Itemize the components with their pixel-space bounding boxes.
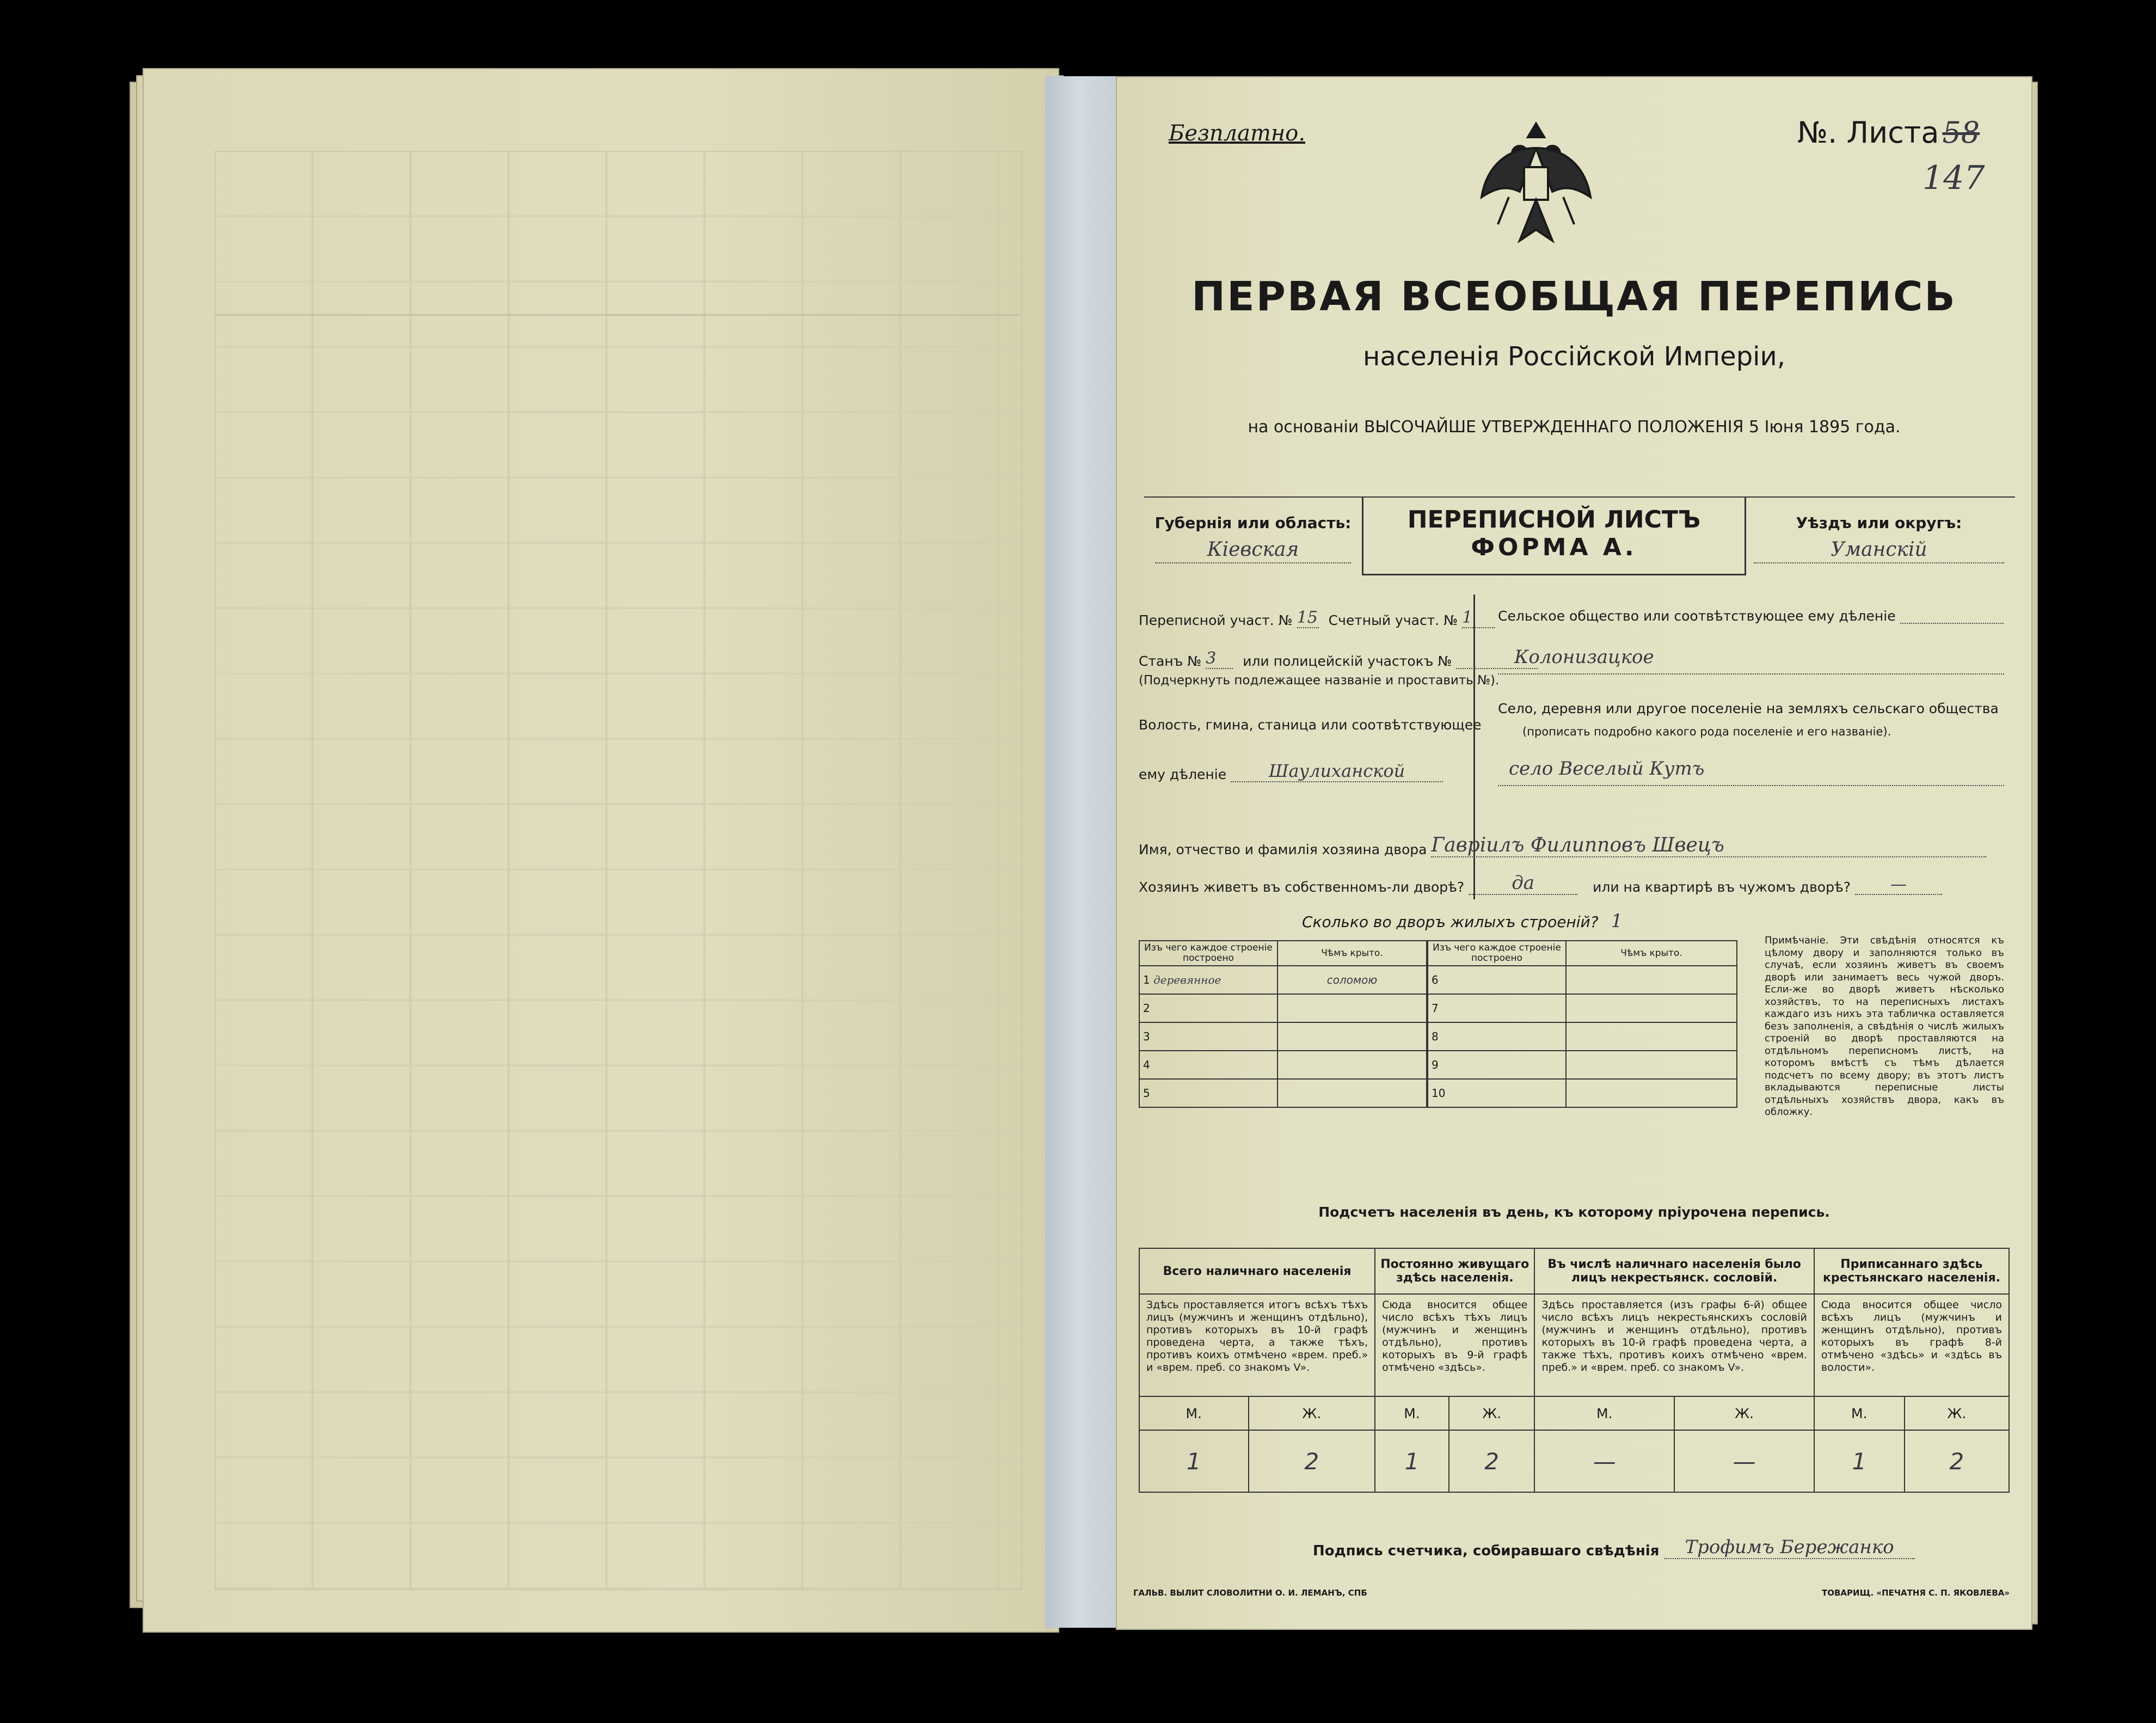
signature-row bbox=[1313, 1536, 1915, 1559]
population-table bbox=[1139, 1248, 2010, 1493]
female-count: — bbox=[1674, 1430, 1814, 1492]
female-header: Ж. bbox=[1449, 1396, 1534, 1430]
uezd-cell bbox=[1743, 498, 2015, 574]
buildings-row bbox=[1302, 910, 1623, 932]
uezd-value: Уманскій bbox=[1754, 538, 2004, 563]
owner-residence-row bbox=[1139, 872, 1942, 895]
table-row: 5 bbox=[1139, 1079, 1427, 1107]
volost-label-2: ему дѣленіе bbox=[1139, 767, 1227, 782]
form-title-box bbox=[1362, 498, 1746, 575]
owner-name-row bbox=[1139, 834, 1986, 857]
village-note: (прописать подробно какого рода поселеніе и его названіе). bbox=[1522, 725, 1891, 738]
group-header: Приписаннаго здѣсь крестьянскаго населенія. bbox=[1814, 1248, 2009, 1294]
buildings-table-left bbox=[1139, 940, 1427, 1108]
form-title: ПЕРЕПИСНОЙ ЛИСТЪ bbox=[1407, 506, 1701, 534]
material-header: Изъ чего каждое строеніе построено bbox=[1428, 941, 1566, 966]
gubernia-value: Кіевская bbox=[1155, 538, 1351, 563]
census-form-page bbox=[1116, 76, 2032, 1630]
male-header: М. bbox=[1375, 1396, 1449, 1430]
group-header: Всего наличнаго населенія bbox=[1139, 1248, 1375, 1294]
female-count: 2 bbox=[1449, 1430, 1534, 1492]
group-header: Въ числѣ наличнаго населенія было лицъ некрестьянск. сословій. bbox=[1534, 1248, 1814, 1294]
own-yard-value: да bbox=[1469, 872, 1577, 895]
female-count: 2 bbox=[1249, 1430, 1375, 1492]
stamp-number: 147 bbox=[1922, 159, 1985, 197]
table-row: 10 bbox=[1428, 1079, 1737, 1107]
note-text: Примѣчаніе. Эти свѣдѣнія относятся къ цѣлому двору и заполняются только въ случаѣ, если хозяинъ живетъ въ своемъ дворѣ или занимаетъ весь чужой дворъ. Если-же во дворѣ живетъ нѣсколько хозяйствъ, то на переписныхъ листахъ каждаго изъ нихъ эта табличка оставляется безъ заполненія, а свѣдѣнія о числѣ жилыхъ строеній во дворѣ проставляются на отдѣльномъ переписномъ листѣ, на которомъ вмѣстѣ съ тѣмъ дѣлается подсчетъ по всему двору; въ этотъ листъ вкладываются переписные листы отдѣльныхъ хозяйствъ двора, какъ въ обложку. bbox=[1765, 935, 2004, 1118]
signature-label: Подпись счетчика, собиравшаго свѣдѣнія bbox=[1313, 1543, 1660, 1559]
society-label: Сельское общество или соотвѣтствующее ему дѣленіе bbox=[1498, 608, 1896, 624]
rent-value: — bbox=[1855, 875, 1942, 895]
group-description: Сюда вносится общее число всѣхъ тѣхъ лицъ (мужчинъ и женщинъ отдѣльно), противъ которыхъ въ 9-й графѣ отмѣчено «здѣсь». bbox=[1375, 1294, 1534, 1396]
material-header: Изъ чего каждое строеніе построено bbox=[1139, 941, 1277, 966]
bleed-through-header bbox=[214, 151, 1020, 316]
perepis-value: 15 bbox=[1297, 608, 1318, 627]
male-count: — bbox=[1534, 1430, 1674, 1492]
rent-label: или на квартирѣ въ чужомъ дворѣ? bbox=[1593, 879, 1851, 895]
society-value-line bbox=[1498, 646, 2004, 675]
form-subtitle: ФОРМА А. bbox=[1471, 534, 1637, 561]
bleed-through-grid bbox=[214, 151, 1022, 1590]
left-page bbox=[143, 68, 1059, 1633]
census-basis: на основаніи ВЫСОЧАЙШЕ УТВЕРЖДЕННАГО ПОЛОЖЕНІЯ 5 Іюня 1895 года. bbox=[1248, 418, 1901, 437]
census-subtitle: населенія Россійской Имперіи, bbox=[1363, 341, 1785, 372]
group-description: Сюда вносится общее число всѣхъ лицъ (мужчинъ и женщинъ отдѣльно), противъ которыхъ въ графѣ 8-й отмѣчено «здѣсь» и «здѣсь въ волости». bbox=[1814, 1294, 2009, 1396]
footer-left: ГАЛЬВ. ВЫЛИТ СЛОВОЛИТНИ О. И. ЛЕМАНЪ, СПБ bbox=[1133, 1588, 1367, 1598]
perepis-row bbox=[1139, 608, 1495, 628]
imperial-eagle-icon bbox=[1476, 115, 1596, 262]
table-row: 4 bbox=[1139, 1051, 1427, 1079]
census-title: ПЕРВАЯ ВСЕОБЩАЯ ПЕРЕПИСЬ bbox=[1191, 273, 1957, 320]
roof-header: Чѣмъ крыто. bbox=[1277, 941, 1427, 966]
table-row: 8 bbox=[1428, 1022, 1737, 1051]
underline-note: (Подчеркнуть подлежащее названіе и проставить №). bbox=[1139, 673, 1500, 688]
police-label: или полицейскій участокъ № bbox=[1243, 653, 1452, 669]
village-value: село Веселый Кутъ bbox=[1509, 758, 1705, 780]
volost-row bbox=[1139, 761, 1443, 782]
roof-header: Чѣмъ крыто. bbox=[1566, 941, 1737, 966]
binding-spine bbox=[1045, 76, 1127, 1628]
volost-label: Волость, гмина, станица или соотвѣтствующее bbox=[1139, 717, 1482, 733]
table-row: 6 bbox=[1428, 966, 1737, 994]
table-row: 3 bbox=[1139, 1022, 1427, 1051]
table-row: 2 bbox=[1139, 994, 1427, 1022]
society-blank bbox=[1900, 623, 2004, 624]
male-header: М. bbox=[1534, 1396, 1674, 1430]
male-header: М. bbox=[1814, 1396, 1905, 1430]
stan-row bbox=[1139, 649, 1538, 669]
gubernia-cell bbox=[1144, 498, 1362, 574]
group-header: Постоянно живущаго здѣсь населенія. bbox=[1375, 1248, 1534, 1294]
uezd-label: Уѣздъ или округъ: bbox=[1796, 514, 1962, 532]
buildings-value: 1 bbox=[1611, 910, 1623, 932]
sheet-number-value: 58 bbox=[1942, 115, 1980, 150]
female-header: Ж. bbox=[1905, 1396, 2009, 1430]
owner-name-value: Гавріилъ Филипповъ Швецъ bbox=[1431, 834, 1986, 857]
male-count: 1 bbox=[1814, 1430, 1905, 1492]
male-header: М. bbox=[1139, 1396, 1249, 1430]
table-row: 1 деревянное соломою bbox=[1139, 966, 1427, 994]
table-row: 9 bbox=[1428, 1051, 1737, 1079]
schetny-label: Счетный участ. № bbox=[1328, 612, 1458, 628]
roof-value: соломою bbox=[1277, 966, 1427, 994]
village-label: Село, деревня или другое поселеніе на земляхъ сельскаго общества bbox=[1498, 701, 1999, 716]
footer-right: ТОВАРИЩ. «ПЕЧАТНЯ С. П. ЯКОВЛЕВА» bbox=[1822, 1588, 2010, 1598]
society-row bbox=[1498, 608, 2004, 624]
buildings-table-right bbox=[1427, 940, 1737, 1108]
perepis-label: Переписной участ. № bbox=[1139, 612, 1293, 628]
society-value: Колонизацкое bbox=[1514, 646, 1654, 668]
group-description: Здѣсь проставляется итогъ всѣхъ тѣхъ лицъ (мужчинъ и женщинъ отдѣльно), противъ которыхъ въ 10-й графѣ проведена черта, а также тѣхъ, противъ коихъ отмѣчено «врем. преб.» и «врем. преб. со знакомъ V». bbox=[1139, 1294, 1375, 1396]
female-header: Ж. bbox=[1249, 1396, 1375, 1430]
owner-name-label: Имя, отчество и фамилія хозяина двора bbox=[1139, 842, 1427, 857]
female-count: 2 bbox=[1905, 1430, 2009, 1492]
village-value-line bbox=[1498, 758, 2004, 786]
signature-value: Трофимъ Бережанко bbox=[1664, 1536, 1915, 1559]
volost-value: Шаулиханской bbox=[1231, 761, 1443, 782]
stan-label: Станъ № bbox=[1139, 653, 1202, 669]
free-label: Безплатно. bbox=[1169, 121, 1306, 146]
schetny-value: 1 bbox=[1462, 608, 1495, 628]
male-count: 1 bbox=[1139, 1430, 1249, 1492]
table-row: 7 bbox=[1428, 994, 1737, 1022]
population-title: Подсчетъ населенія въ день, къ которому пріурочена перепись. bbox=[1318, 1204, 1830, 1220]
material-value: деревянное bbox=[1153, 973, 1221, 986]
female-header: Ж. bbox=[1674, 1396, 1814, 1430]
stan-value: 3 bbox=[1206, 649, 1233, 669]
own-yard-label: Хозяинъ живетъ въ собственномъ-ли дворѣ? bbox=[1139, 879, 1465, 895]
form-header-row bbox=[1144, 496, 2015, 574]
male-count: 1 bbox=[1375, 1430, 1449, 1492]
buildings-label: Сколько во дворъ жилыхъ строеній? bbox=[1302, 913, 1599, 931]
sheet-number-label: №. Листа 58 bbox=[1797, 115, 1980, 150]
gubernia-label: Губернія или область: bbox=[1154, 514, 1352, 532]
group-description: Здѣсь проставляется (изъ графы 6-й) общее число всѣхъ лицъ некрестьянскихъ сословій (мужчинъ и женщинъ отдѣльно), противъ которыхъ въ 10-й графѣ проведена черта, а также тѣхъ, противъ коихъ отмѣчено «врем. преб.» и «врем. преб. со знакомъ V». bbox=[1534, 1294, 1814, 1396]
